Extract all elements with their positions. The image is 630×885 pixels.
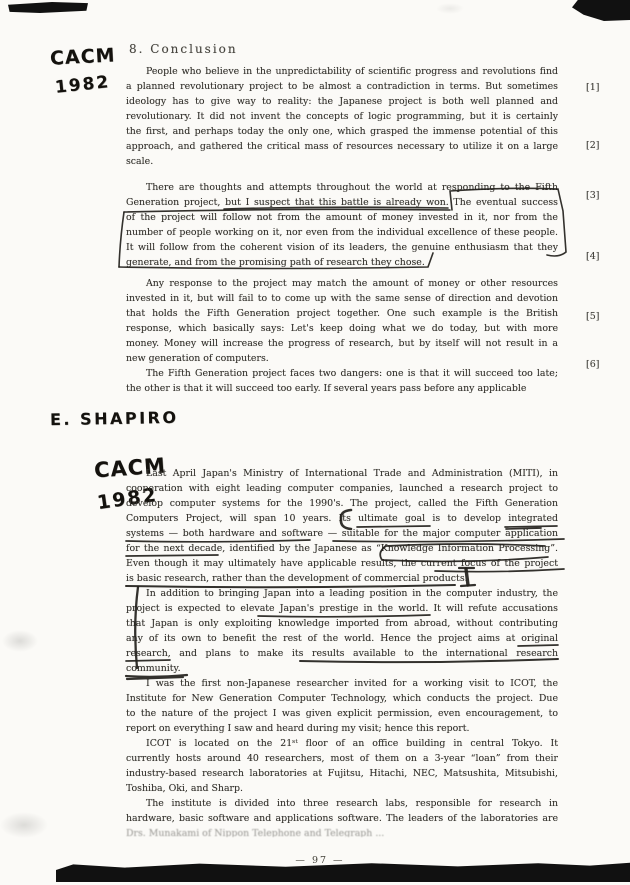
scan-smudge — [436, 3, 464, 14]
handwritten-note-cacm-1: CACM — [49, 44, 117, 70]
text-line: It will follow from the coherent vision of its leaders, the genuine enthusiasm that they — [126, 242, 558, 253]
paragraph — [126, 64, 558, 169]
text-line: Computers Project, will span 10 years. Its ultimate goal is to develop integrated — [126, 513, 558, 524]
handwritten-note-1982-1: 1982 — [54, 72, 112, 98]
text-line: any of its own to benefit the rest of the world. Hence the project aims at original — [126, 633, 558, 644]
text-line: develop computer systems for the 1990's. The project, called the Fifth Generation — [126, 498, 558, 509]
text-line: Generation project, but I suspect that this battle is already won. The eventual success — [126, 197, 558, 208]
text-line: Institute for New Generation Computer Technology, which conducts the project. Due — [126, 693, 558, 704]
text-line: systems — both hardware and software — suitable for the major computer application — [126, 528, 558, 539]
annotation-box-left-edge — [119, 212, 124, 267]
text-line: to the nature of the project I was given explicit permission, even encouragement, to — [126, 708, 558, 719]
text-line: generate, and from the promising path of research they chose. — [126, 257, 425, 268]
text-line: money. Money will increase the progress of research, but by itself will not result in a — [126, 338, 558, 349]
text-line: project is expected to elevate Japan's prestige in the world. It will refute accusations — [126, 603, 558, 614]
text-line: for the next decade, identified by the Japanese as “Knowledge Information Processing”. — [126, 543, 558, 554]
text-line: Drs. Munakami of Nippon Telephone and Telegraph ... — [126, 828, 385, 837]
paragraph — [126, 276, 558, 366]
text-line: report on everything I saw and heard during my visit; hence this report. — [126, 723, 470, 734]
text-line: number of people working on it, nor even from the individual excellence of these people. — [126, 227, 558, 238]
text-line: the other is that it will succeed too early. If several years pass before any applicable — [126, 383, 527, 394]
text-line: People who believe in the unpredictability of scientific progress and revolutions find — [146, 66, 558, 77]
text-line: response, which basically says: Let's keep doing what we do today, but with more — [126, 323, 558, 334]
scan-smudge — [0, 812, 48, 838]
text-line: industry-based research laboratories at Fujitsu, Hitachi, NEC, Matsushita, Mitsubishi, — [126, 768, 558, 779]
text-line: Even though it may ultimately have applicable results, the current focus of the project — [126, 558, 558, 569]
handwritten-note-cacm-2: CACM — [93, 453, 167, 483]
text-line: the first, and perhaps today the only one, which grasped the immense potential of this — [126, 126, 558, 137]
text-line: Toshiba, Oki, and Sharp. — [126, 783, 244, 794]
text-line: There are thoughts and attempts throughout the world at responding to the Fifth — [146, 182, 558, 193]
text-line: revolutionary. It did not invent the concepts of logic programming, but it is certainly — [126, 111, 558, 122]
paragraph — [126, 180, 558, 270]
text-line: scale. — [126, 156, 154, 167]
paragraph — [126, 466, 558, 586]
text-line: that Japan is only exploiting knowledge imported from abroad, without contributing — [126, 618, 558, 629]
text-line: research, and plans to make its results available to the international research — [126, 648, 558, 659]
margin-ref-4: [4] — [586, 251, 600, 262]
text-line: In addition to bringing Japan into a leading position in the computer industry, the — [146, 588, 558, 599]
text-line: invested in it, but will fail to to come up with the same sense of direction and devotion — [126, 293, 558, 304]
paragraph — [126, 796, 558, 837]
text-line: ideology has to give way to reality: the Japanese project is both well planned and — [126, 96, 558, 107]
text-line: that holds the Fifth Generation project together. One such example is the British — [126, 308, 558, 319]
handwritten-note-1982-2: 1982 — [95, 483, 160, 515]
paragraph — [126, 736, 558, 796]
text-line: is basic research, rather than the development of commercial products. — [126, 573, 468, 584]
text-line: a planned revolutionary project to be almost a contradiction in terms. But sometimes — [126, 81, 558, 92]
text-line: currently hosts around 40 researchers, most of them on a 3-year “loan” from their — [126, 753, 558, 764]
text-line: Last April Japan's Ministry of International Trade and Administration (MITI), in — [146, 468, 558, 479]
text-line: hardware, basic software and applications software. The leaders of the laboratories are — [126, 813, 558, 824]
margin-ref-6: [6] — [586, 359, 600, 370]
text-line: of the project will follow not from the amount of money invested in it, nor from the — [126, 212, 558, 223]
margin-ref-1: [1] — [586, 82, 600, 93]
section-heading: 8. Conclusion — [129, 42, 238, 56]
margin-ref-5: [5] — [586, 311, 600, 322]
paragraph — [126, 676, 558, 736]
margin-ref-2: [2] — [586, 140, 600, 151]
text-line: I was the first non-Japanese researcher invited for a working visit to ICOT, the — [146, 678, 558, 689]
text-line: Any response to the project may match the amount of money or other resources — [146, 278, 558, 289]
text-line: ICOT is located on the 21ˢᵗ floor of an office building in central Tokyo. It — [146, 738, 558, 749]
paragraph — [126, 586, 558, 676]
handwritten-note-author: E. SHAPIRO — [49, 407, 179, 430]
page-number: — 97 — — [295, 855, 345, 866]
text-line: community. — [126, 663, 181, 674]
scan-artifact-top-right — [572, 0, 630, 21]
scan-artifact-top-left — [8, 2, 88, 13]
text-line: new generation of computers. — [126, 353, 269, 364]
scan-smudge — [2, 630, 38, 652]
text-line: The institute is divided into three research labs, responsible for research in — [146, 798, 558, 809]
text-line: cooperation with eight leading computer companies, launched a research project to — [126, 483, 558, 494]
margin-ref-3: [3] — [586, 190, 600, 201]
paragraph — [126, 366, 558, 396]
text-line: approach, and gathered the critical mass of resources necessary to utilize it on a large — [126, 141, 558, 152]
text-line: The Fifth Generation project faces two dangers: one is that it will succeed too late; — [146, 368, 558, 379]
